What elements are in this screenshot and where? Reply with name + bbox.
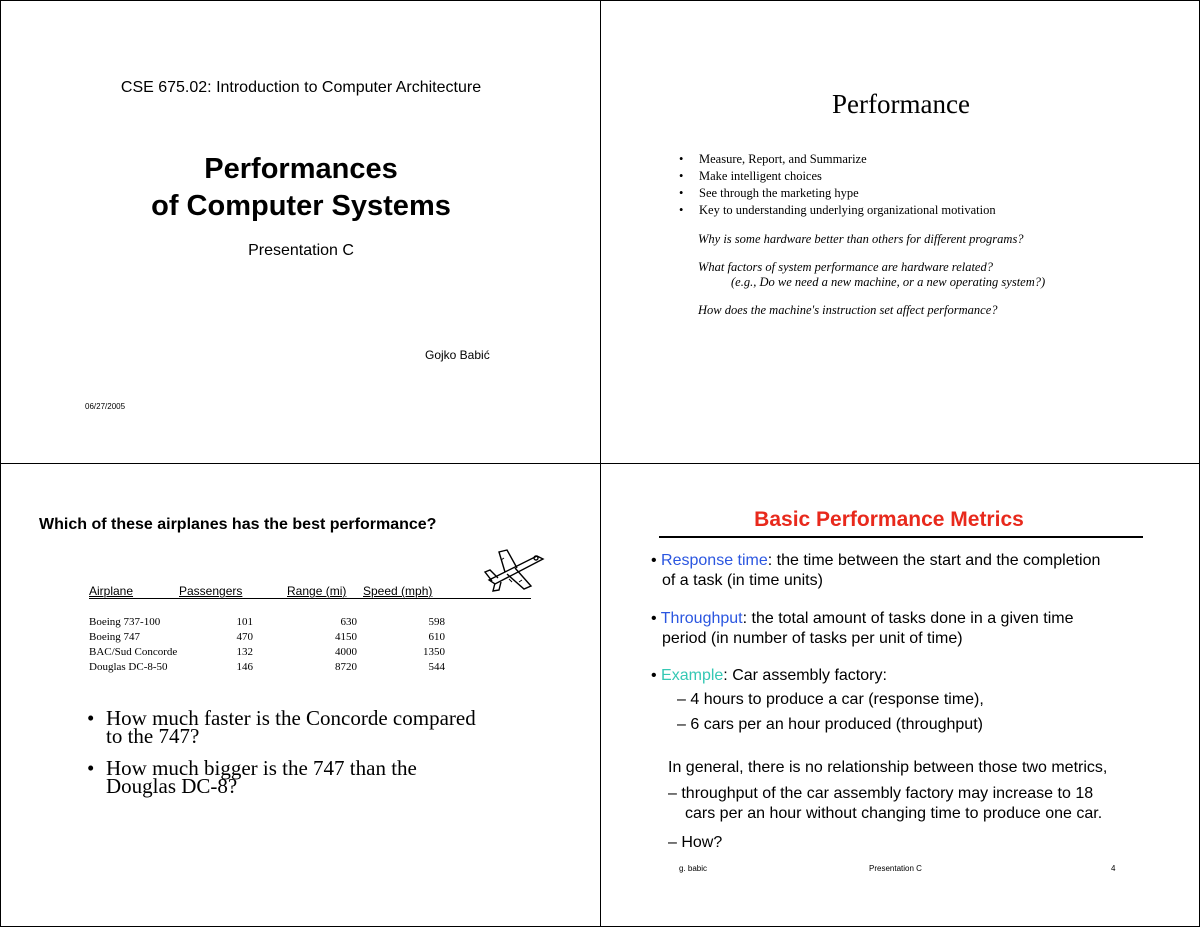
example-text: : Car assembly factory: [723, 667, 887, 684]
question-2: What factors of system performance are hardware related? [698, 260, 993, 274]
definition-text: : the total amount of tasks done in a given time [742, 610, 1074, 627]
presentation-subtitle: Presentation C [248, 242, 354, 259]
statement-line: cars per an hour without changing time to produce one car. [685, 805, 1103, 822]
slide-title: Performance [832, 89, 970, 119]
table-cell: Douglas DC-8-50 [89, 661, 168, 673]
author-name: Gojko Babić [425, 348, 490, 362]
bullet-item: • Key to understanding underlying organizational motivation [679, 202, 996, 219]
table-cell: 470 [236, 631, 253, 643]
bullet-dot: • [87, 706, 95, 730]
table-cell: 8720 [335, 661, 357, 673]
column-header-speed: Speed (mph) [363, 584, 433, 598]
airplane-icon [479, 546, 549, 594]
table-cell: 598 [428, 616, 445, 628]
title-line-1: Performances [204, 153, 398, 185]
table-cell: 630 [340, 616, 357, 628]
statement-line: – throughput of the car assembly factory may increase to 18 [668, 785, 1094, 802]
definition-text: period (in number of tasks per unit of time) [662, 630, 963, 647]
table-cell: BAC/Sud Concorde [89, 646, 178, 658]
column-header-passengers: Passengers [179, 584, 243, 598]
column-header-airplane: Airplane [89, 584, 134, 598]
metric-response-time: • Response time: the time between the start and the completion [651, 552, 1101, 569]
slide-date: 06/27/2005 [85, 402, 126, 411]
table-cell: 146 [236, 661, 253, 673]
metric-example: • Example: Car assembly factory: [651, 667, 887, 684]
table-cell: 544 [428, 661, 445, 673]
table-cell: 4150 [335, 631, 357, 643]
term-example: Example [661, 667, 724, 684]
question-3: How does the machine's instruction set affect performance? [698, 303, 998, 317]
title-line-2: of Computer Systems [151, 190, 451, 222]
slide-performance [600, 0, 1200, 464]
column-header-range: Range (mi) [287, 584, 347, 598]
term-throughput: Throughput [660, 610, 743, 627]
bullet-text: Douglas DC-8? [106, 774, 238, 798]
table-cell: Boeing 747 [89, 631, 141, 643]
question-1: Why is some hardware better than others for different programs? [698, 232, 1024, 246]
table-cell: Boeing 737-100 [89, 616, 161, 628]
general-statement: In general, there is no relationship between those two metrics, [668, 759, 1108, 776]
footer-title: Presentation C [869, 864, 922, 873]
slide-main-title [1, 151, 601, 225]
example-item: – 4 hours to produce a car (response time), [677, 691, 984, 708]
footer-page-number: 4 [1111, 864, 1116, 873]
slide-heading: Which of these airplanes has the best performance? [39, 516, 437, 533]
bullet-dot: • [87, 756, 95, 780]
question-2-example: (e.g., Do we need a new machine, or a new operating system?) [731, 275, 1046, 289]
slide-airplanes [0, 463, 601, 927]
bullet-list [679, 151, 996, 219]
table-cell: 4000 [335, 646, 357, 658]
slide-title [0, 0, 601, 464]
term-response-time: Response time [661, 552, 768, 569]
footer-author: g. babic [679, 864, 708, 873]
bullet-item: • Make intelligent choices [679, 168, 996, 185]
slide-title: Basic Performance Metrics [754, 508, 1024, 531]
slide-metrics [600, 463, 1200, 927]
table-cell: 1350 [423, 646, 445, 658]
table-cell: 101 [236, 616, 253, 628]
bullet-text: How much bigger is the 747 than the [106, 756, 417, 780]
course-name: CSE 675.02: Introduction to Computer Architecture [120, 79, 482, 96]
statement-line: – How? [668, 834, 723, 851]
definition-text: : the time between the start and the completion [767, 552, 1101, 569]
metric-throughput: • Throughput: the total amount of tasks done in a given time [651, 610, 1074, 627]
bullet-text: to the 747? [106, 724, 200, 748]
title-rule [659, 536, 1143, 538]
definition-text: of a task (in time units) [662, 572, 823, 589]
table-cell: 132 [236, 646, 253, 658]
bullet-item: • See through the marketing hype [679, 185, 996, 202]
bullet-text: How much faster is the Concorde compared [106, 706, 476, 730]
bullet-item: • Measure, Report, and Summarize [679, 151, 996, 168]
header-rule [89, 598, 531, 599]
example-item: – 6 cars per an hour produced (throughput) [677, 716, 983, 733]
table-cell: 610 [428, 631, 445, 643]
